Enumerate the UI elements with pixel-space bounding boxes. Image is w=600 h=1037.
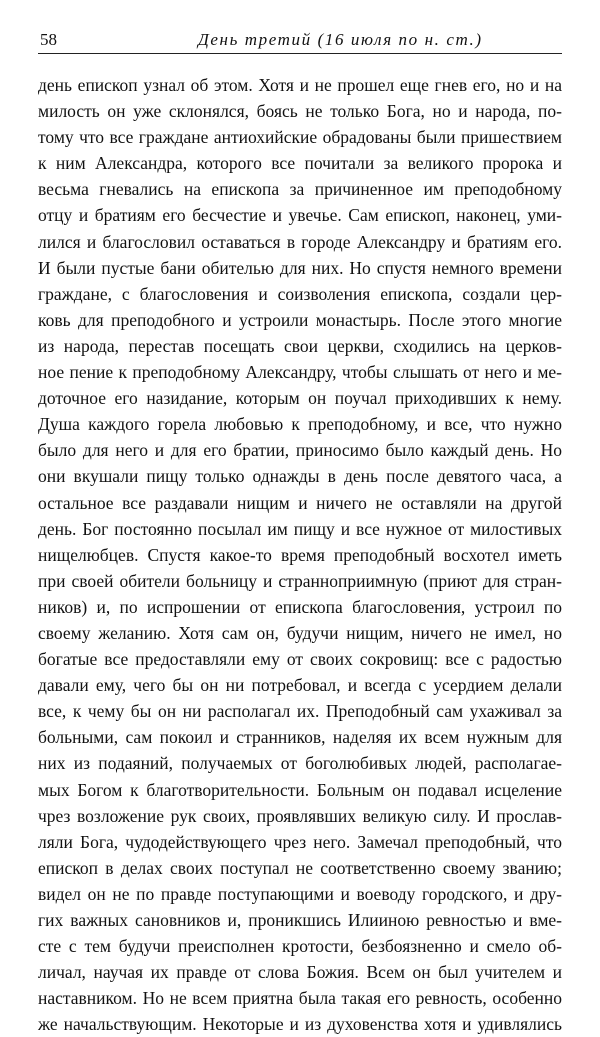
text-line: доточное его назидание, которым он поучал приходивших к нему. (38, 388, 562, 409)
text-line: день епископ узнал об этом. Хотя и не прошел еще гнев его, но и на (38, 75, 562, 95)
text-line: гих важных сановников и, проникшись Илииною ревностью и вме- (38, 910, 562, 930)
text-line: же начальствующим. Некоторые и из духовенства хотя и удивлялись (38, 1014, 562, 1035)
running-title: День третий (16 июля по н. ст.) (198, 30, 483, 49)
text-line: них из подаяний, получаемых от боголюбивых людей, располагае- (38, 753, 562, 774)
text-line: богатые все предоставляли ему от своих сокровищ: все с радостью (38, 649, 562, 670)
text-line: день. Бог постоянно посылал им пищу и все нужное от милостивых (38, 518, 562, 539)
text-line: видел он не по правде поступающими и воеводу городского, и дру- (38, 883, 562, 904)
text-line: все, к чему бы он ни располагал их. Преподобный сам ухаживал за (38, 701, 562, 722)
text-line: ников) и, по испрошении от епископа благословения, устроил по (38, 596, 562, 617)
text-line: отцу и братиям его бесчестие и увечье. Сам епископ, наконец, уми- (38, 205, 562, 226)
text-line: остальное все раздавали нищим и ничего не оставляли на другой (38, 492, 562, 513)
text-line: епископ в делах своих поступал не соответственно своему званию; (38, 857, 562, 878)
text-line: ковь для преподобного и устроили монастырь. После этого многие (38, 309, 562, 330)
header-rule (38, 53, 562, 54)
text-line: граждане, с благословения и соизволения епископа, создали цер- (38, 283, 562, 304)
text-line: нищелюбцев. Спустя какое-то время преподобный восхотел иметь (38, 544, 562, 565)
text-line: было для него и для его братии, приносимо было каждый день. Но (38, 440, 562, 461)
text-line: ное пение к преподобному Александру, чтобы слышать от него и ме- (38, 362, 562, 383)
text-line: сте с тем будучи преисполнен кротости, безбоязненно и смело об- (38, 936, 562, 957)
text-line: тому что все граждане антиохийские обрадованы были пришествием (38, 127, 562, 148)
text-line: к ним Александра, которого все почитали за великого пророка и (38, 153, 562, 174)
text-line: ляли Бога, чудодействующего чрез него. Замечал преподобный, что (38, 831, 562, 852)
text-line: наставником. Но не всем приятна была такая его ревность, особенно (38, 988, 562, 1009)
text-line: больными, сам покоил и странников, наделяя их всем нужным для (38, 727, 562, 748)
text-line: мых Богом к благотворительности. Больным он подавал исцеление (38, 779, 562, 800)
page-number: 58 (40, 30, 57, 49)
text-line: личал, научая их правде от слова Божия. Всем он был учителем и (38, 962, 562, 983)
text-line: из народа, перестав посещать свои церкви, сходились на церков- (38, 335, 562, 356)
text-line: милость он уже склонялся, боясь не только Бога, но и народа, по- (38, 101, 562, 122)
text-line: чрез возложение рук своих, проявлявших великую силу. И прослав- (38, 805, 562, 826)
text-line: они вкушали пищу только однажды в день после девятого часа, а (38, 466, 562, 487)
text-line: своему желанию. Хотя сам он, будучи нищим, ничего не имел, но (38, 622, 562, 643)
text-line: весьма гневались на епископа за причиненное им преподобному (38, 179, 562, 200)
text-line: И были пустые бани обителью для них. Но спустя немного времени (38, 257, 562, 278)
text-line: при своей обители больницу и странноприимную (приют для стран- (38, 570, 562, 591)
text-line: лился и благословил оставаться в городе Александру и братиям его. (38, 231, 562, 252)
text-line: Душа каждого горела любовью к преподобному, и все, что нужно (38, 414, 562, 435)
page-header (38, 30, 562, 54)
body-text (38, 72, 562, 1037)
text-line: давали ему, чего бы он ни потребовал, и всегда с усердием делали (38, 675, 562, 696)
